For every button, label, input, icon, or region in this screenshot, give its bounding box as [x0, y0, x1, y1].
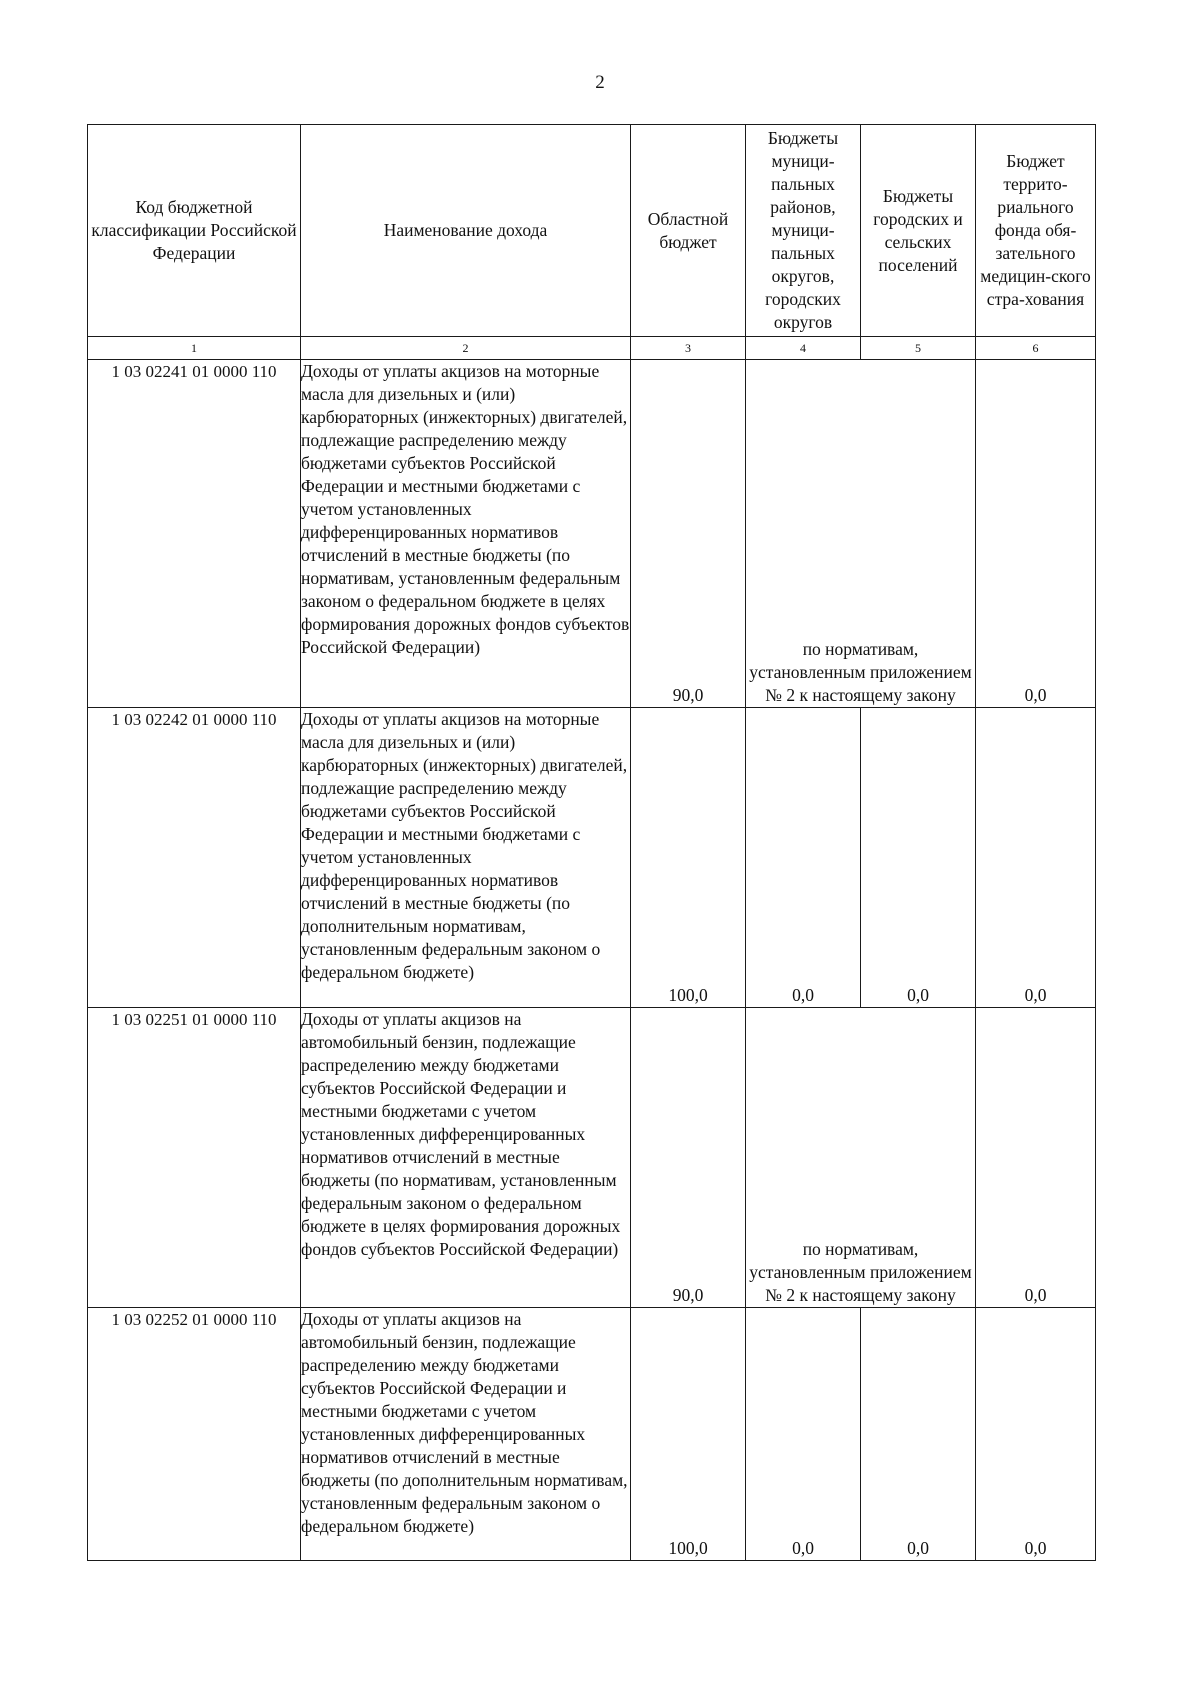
header-settlement-budgets: Бюджеты городских и сельских поселений: [861, 125, 976, 337]
fund-budget-value: 0,0: [976, 360, 1096, 708]
column-number: 4: [746, 337, 861, 360]
regional-budget-value: 90,0: [631, 360, 746, 708]
merged-norm-note: по нормативам, установленным приложением № 2 к настоящему закону: [746, 360, 976, 708]
regional-budget-value: 100,0: [631, 1308, 746, 1561]
column-number: 3: [631, 337, 746, 360]
table-row: [88, 1008, 1096, 1308]
revenue-name: Доходы от уплаты акцизов на моторные масла для дизельных и (или) карбюраторных (инжекторных) двигателей, подлежащие распределению между бюджетами субъектов Российской Федерации и местными бюджетами с учетом установленных дифференцированных нормативов отчислений в местные бюджеты (по дополнительным нормативам, установленным федеральным законом о федеральном бюджете): [301, 708, 631, 1008]
header-name: Наименование дохода: [301, 125, 631, 337]
header-code: Код бюджетной классификации Российской Федерации: [88, 125, 301, 337]
regional-budget-value: 90,0: [631, 1008, 746, 1308]
table-row: [88, 708, 1096, 1008]
regional-budget-value: 100,0: [631, 708, 746, 1008]
page-number: 2: [595, 72, 605, 93]
revenue-distribution-table: [87, 124, 1096, 1561]
budget-code: 1 03 02241 01 0000 110: [88, 360, 301, 708]
revenue-name: Доходы от уплаты акцизов на автомобильный бензин, подлежащие распределению между бюджетами субъектов Российской Федерации и местными бюджетами с учетом установленных дифференцированных нормативов отчислений в местные бюджеты (по дополнительным нормативам, установленным федеральным законом о федеральном бюджете): [301, 1308, 631, 1561]
budget-code: 1 03 02252 01 0000 110: [88, 1308, 301, 1561]
header-insurance-fund-budget: Бюджет террито-риального фонда обя-зательного медицин-ского стра-хования: [976, 125, 1096, 337]
fund-budget-value: 0,0: [976, 1008, 1096, 1308]
revenue-name: Доходы от уплаты акцизов на автомобильный бензин, подлежащие распределению между бюджетами субъектов Российской Федерации и местными бюджетами с учетом установленных дифференцированных нормативов отчислений в местные бюджеты (по нормативам, установленным федеральным законом о федеральном бюджете в целях формирования дорожных фондов субъектов Российской Федерации): [301, 1008, 631, 1308]
fund-budget-value: 0,0: [976, 1308, 1096, 1561]
revenue-name: Доходы от уплаты акцизов на моторные масла для дизельных и (или) карбюраторных (инжекторных) двигателей, подлежащие распределению между бюджетами субъектов Российской Федерации и местными бюджетами с учетом установленных дифференцированных нормативов отчислений в местные бюджеты (по нормативам, установленным федеральным законом о федеральном бюджете в целях формирования дорожных фондов субъектов Российской Федерации): [301, 360, 631, 708]
budget-code: 1 03 02251 01 0000 110: [88, 1008, 301, 1308]
header-municipal-budgets: Бюджеты муници-пальных районов, муници-пальных округов, городских округов: [746, 125, 861, 337]
settlement-budget-value: 0,0: [861, 1308, 976, 1561]
municipal-budget-value: 0,0: [746, 708, 861, 1008]
table-row: [88, 360, 1096, 708]
municipal-budget-value: 0,0: [746, 1308, 861, 1561]
table-header-row: [88, 125, 1096, 337]
merged-norm-note: по нормативам, установленным приложением № 2 к настоящему закону: [746, 1008, 976, 1308]
settlement-budget-value: 0,0: [861, 708, 976, 1008]
budget-code: 1 03 02242 01 0000 110: [88, 708, 301, 1008]
column-number: 5: [861, 337, 976, 360]
fund-budget-value: 0,0: [976, 708, 1096, 1008]
column-number: 6: [976, 337, 1096, 360]
column-number: 2: [301, 337, 631, 360]
header-regional-budget: Областной бюджет: [631, 125, 746, 337]
column-number-row: [88, 337, 1096, 360]
table-row: [88, 1308, 1096, 1561]
column-number: 1: [88, 337, 301, 360]
